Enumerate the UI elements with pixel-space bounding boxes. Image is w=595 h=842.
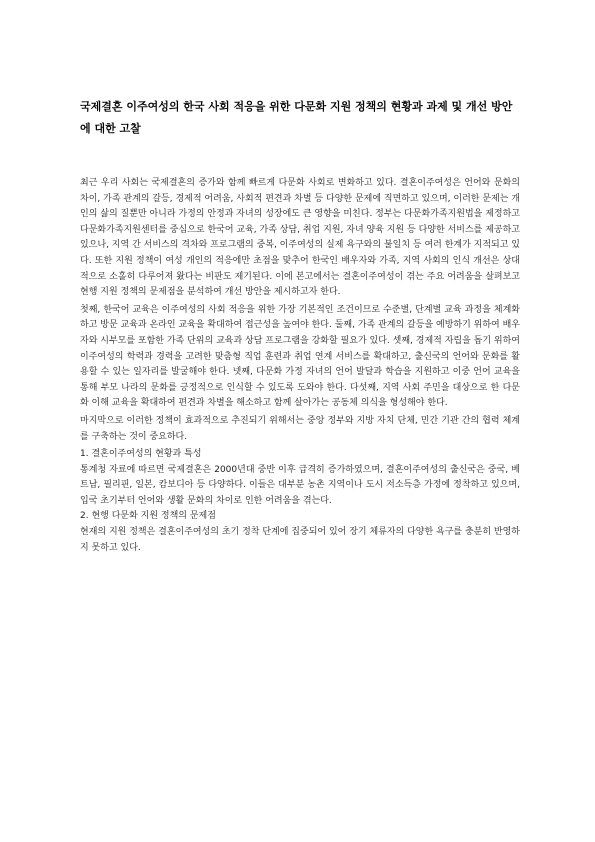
paragraph-section-1: 통계청 자료에 따르면 국제결혼은 2000년대 중반 이후 급격히 증가하였으며, 결혼이주여성의 출신국은 중국, 베트남, 필리핀, 일본, 캄보디아 등 다양하다. 이들은 대부분 농촌 지역이나 도시 저소득층 가정에 정착하고 있으며, 입국 초기부터 언어와 생활 문화의 차이로 인한 어려움을 겪는다. [80, 464, 520, 506]
section-heading-2: 2. 현행 다문화 지원 정책의 문제점 [80, 511, 216, 522]
document-title: 국제결혼 이주여성의 한국 사회 적응을 위한 다문화 지원 정책의 현황과 과제 및 개선 방안에 대한 고찰 [80, 100, 513, 135]
paragraph-conclusion: 마지막으로 이러한 정책이 효과적으로 추진되기 위해서는 중앙 정부와 지방 자치 단체, 민간 기관 간의 협력 체계를 구축하는 것이 중요하다. [80, 415, 520, 442]
paragraph-proposals: 첫째, 한국어 교육은 이주여성의 사회 적응을 위한 가장 기본적인 조건이므로 수준별, 단계별 교육 과정을 체계화하고 방문 교육과 온라인 교육을 확대하여 접근성을 높여야 한다. 둘째, 가족 관계의 갈등을 예방하기 위하여 배우자와 시부모를 포함한 가족 단위의 교육과 상담 프로그램을 강화할 필요가 있다. 셋째, 경제적 자립을 돕기 위하여 이주여성의 학력과 경력을 고려한 맞춤형 직업 훈련과 취업 연계 서비스를 확대하고, 출신국의 언어와 문화를 활용할 수 있는 일자리를 발굴해야 한다. 넷째, 다문화 가정 자녀의 언어 발달과 학습을 지원하고 이중 언어 교육을 통해 부모 나라의 문화를 긍정적으로 인식할 수 있도록 도와야 한다. 다섯째, 지역 사회 주민을 대상으로 한 다문화 이해 교육을 확대하여 편견과 차별을 해소하고 함께 살아가는 공동체 의식을 형성해야 한다. [80, 304, 520, 409]
paragraph-intro: 최근 우리 사회는 국제결혼의 증가와 함께 빠르게 다문화 사회로 변화하고 있다. 결혼이주여성은 언어와 문화의 차이, 가족 관계의 갈등, 경제적 어려움, 사회적 편견과 차별 등 다양한 문제에 직면하고 있으며, 이러한 문제는 개인의 삶의 질뿐만 아니라 가정의 안정과 자녀의 성장에도 큰 영향을 미친다. 정부는 다문화가족지원법을 제정하고 다문화가족지원센터를 중심으로 한국어 교육, 가족 상담, 취업 지원, 자녀 양육 지원 등 다양한 서비스를 제공하고 있으나, 지역 간 서비스의 격차와 프로그램의 중복, 이주여성의 실제 욕구와의 불일치 등 여러 한계가 지적되고 있다. 또한 지원 정책이 여성 개인의 적응에만 초점을 맞추어 한국인 배우자와 가족, 지역 사회의 인식 개선은 상대적으로 소홀히 다루어져 왔다는 비판도 제기된다. 이에 본고에서는 결혼이주여성이 겪는 주요 어려움을 살펴보고 현행 지원 정책의 문제점을 분석하여 개선 방안을 제시하고자 한다. [80, 178, 520, 298]
document-body [80, 176, 520, 556]
section-heading-1: 1. 결혼이주여성의 현황과 특성 [80, 449, 202, 460]
paragraph-section-2: 현재의 지원 정책은 결혼이주여성의 초기 정착 단계에 집중되어 있어 장기 체류자의 다양한 욕구를 충분히 반영하지 못하고 있다. [80, 527, 520, 553]
